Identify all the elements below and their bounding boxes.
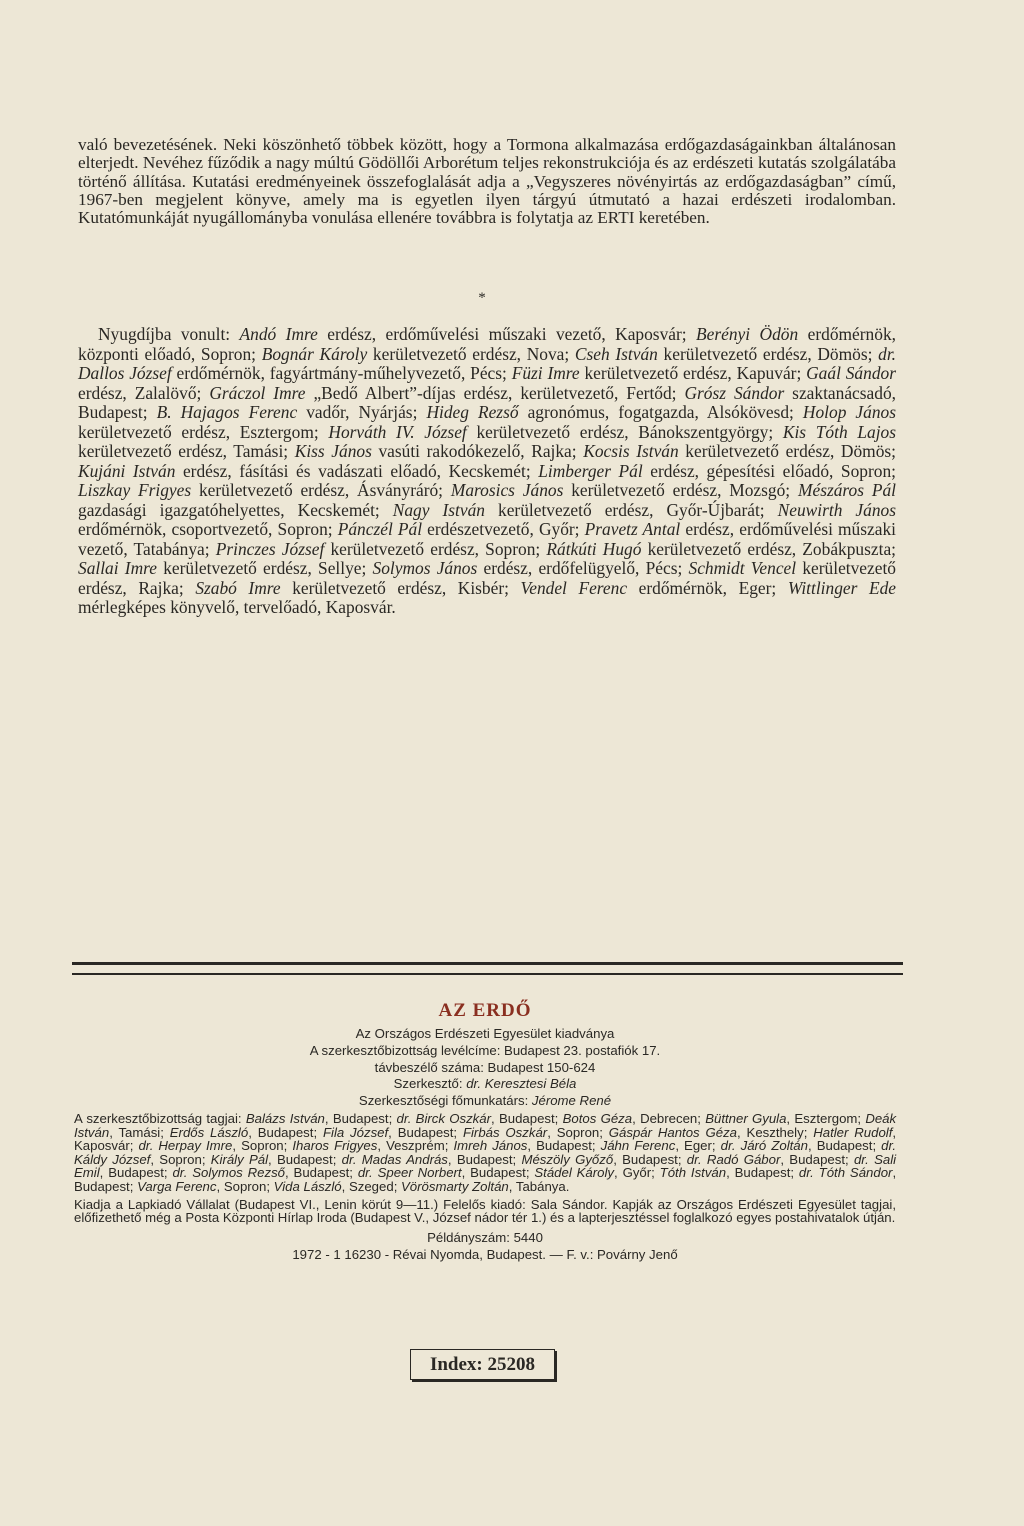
board-member-city: Keszthely: [746, 1124, 804, 1140]
board-member-city: Budapest: [816, 1138, 873, 1154]
retiree-name: Pravetz Antal: [584, 519, 681, 539]
board-member-city: Győr: [622, 1165, 652, 1181]
board-member-city: Debrecen: [640, 1110, 698, 1126]
retiree-name: Pánczél Pál: [337, 519, 423, 539]
retiree-description: erdőmérnök, Eger;: [627, 577, 788, 598]
copies-line: Példányszám: 5440: [427, 1229, 543, 1245]
board-member-name: dr. Káldy József: [74, 1138, 897, 1167]
retiree-name: Sallai Imre: [78, 558, 157, 578]
retiree-description: kerületvezető erdész, Ásványráró;: [191, 480, 451, 500]
board-member-name: Botos Géza: [562, 1110, 633, 1126]
board-member-name: Imreh János: [453, 1138, 528, 1154]
retiree-description: vasúti rakodókezelő, Rajka;: [371, 441, 584, 461]
board-member-city: Sopron: [159, 1151, 202, 1167]
board-member-name: Tóth István: [659, 1165, 727, 1181]
board-member-name: dr. Solymos Rezső: [172, 1165, 286, 1181]
retiree-name: Marosics János: [450, 480, 564, 500]
retiree-description: erdész, fásítási és vadászati előadó, Kecskemét;: [175, 460, 539, 481]
board-member-city: Budapest: [108, 1165, 164, 1181]
retiree-name: Horváth IV. József: [328, 421, 467, 442]
board-member-name: dr. Madas András: [341, 1151, 448, 1167]
board-member-city: Kaposvár: [74, 1138, 130, 1154]
retiree-name: Neuwirth János: [777, 499, 896, 520]
retiree-name: Bognár Károly: [261, 343, 368, 364]
body-paragraph-1: való bevezetésének. Neki köszönhető többek között, hogy a Tormona alkalmazása erdőgazdaságainkban általánosan elterjedt. Nevéhez fűződik a nagy múltú Gödöllői Arborétum teljes rekonstrukciója és az erdészeti kutatás szolgálatába történő állítása. Kutatási eredményeinek összefoglalását adja a „Vegyszeres növényirtás az erdőgazdaságban” című, 1967-ben megjelent könyve, amely ma is egyetlen ilyen tárgyú útmutató a hazai erdészeti irodalomban. Kutatómunkáját nyugállományba vonulása ellenére továbbra is folytatja az ERTI keretében.: [78, 135, 896, 228]
chief-name: Jérome René: [531, 1093, 612, 1109]
retiree-name: Gaál Sándor: [806, 363, 896, 383]
board-member-name: dr. Birck Oszkár: [396, 1110, 491, 1126]
phone-line: távbeszélő száma: Budapest 150-624: [374, 1059, 596, 1075]
board-member-name: dr. Radó Gábor: [686, 1151, 781, 1167]
journal-title: AZ ERDŐ: [438, 1000, 532, 1021]
board-member-name: Mészöly Győző: [521, 1151, 614, 1167]
retiree-description: erdőmérnök, csoportvezető, Sopron;: [78, 519, 338, 539]
board-member-name: dr. Sali Emil: [74, 1151, 897, 1181]
board-member-name: Hatler Rudolf: [813, 1124, 893, 1140]
board-member-city: Budapest: [276, 1151, 333, 1167]
board-member-city: Budapest: [397, 1124, 454, 1140]
retiree-description: kerületvezető erdész, Bánokszentgyörgy;: [466, 421, 783, 442]
retiree-description: erdész, Zalalövő;: [78, 382, 210, 403]
retiree-name: Limberger Pál: [538, 460, 643, 481]
retiree-name: Kujáni István: [78, 460, 176, 481]
colophon: [74, 1000, 896, 1263]
board-member-name: dr. Járó Zoltán: [720, 1138, 808, 1154]
retiree-name: Princzes József: [215, 538, 325, 559]
print-line: 1972 - 1 16230 - Révai Nyomda, Budapest. — F. v.: Povárny Jenő: [292, 1246, 678, 1262]
board-intro: A szerkesztőbizottság tagjai:: [74, 1110, 246, 1126]
board-member-city: Budapest: [789, 1151, 846, 1167]
retiree-description: mérlegképes könyvelő, tervelőadó, Kaposvár.: [78, 597, 396, 617]
board-member-name: Király Pál: [210, 1151, 269, 1167]
address-line: A szerkesztőbizottság levélcíme: Budapest 23. postafiók 17.: [309, 1042, 661, 1058]
retiree-description: kerületvezető erdész, Sellye;: [156, 558, 373, 578]
retiree-name: Liszkay Frigyes: [78, 480, 192, 500]
publisher-line: Az Országos Erdészeti Egyesület kiadványa: [355, 1026, 615, 1041]
board-member-name: Varga Ferenc: [137, 1178, 217, 1194]
retiree-description: erdőmérnök, központi előadó, Sopron;: [78, 324, 896, 364]
retiree-name: Gráczol Imre: [209, 382, 306, 403]
retiree-description: kerületvezető erdész, Tamási;: [78, 441, 295, 461]
retiree-name: Szabó Imre: [195, 577, 281, 598]
board-member-name: Iharos Frigyes: [292, 1138, 378, 1154]
editor-line: [74, 1076, 896, 1093]
board-list: Balázs István, Budapest; dr. Birck Oszkár, Budapest; Botos Géza, Debrecen; Büttner Gyula, Esztergom; Deák István, Tamási; Erdős László, Budapest; Fila József, Budapest; Firbás Oszkár, Sopron; Gáspár Hantos Géza, Keszthely; Hatler Rudolf, Kaposvár; dr. Herpay Imre, Sopron; Iharos Frigyes, Veszprém; Imreh János, Budapest; Jáhn Ferenc, Eger; dr. Járó Zoltán, Budapest; dr. Káldy József, Sopron; Király Pál, Budapest; dr. Madas András, Budapest; Mészöly Győző, Budapest; dr. Radó Gábor, Budapest; dr. Sali Emil, Budapest; dr. Solymos Rezső, Budapest; dr. Speer Norbert, Budapest; Stádel Károly, Győr; Tóth István, Budapest; dr. Tóth Sándor, Budapest; Varga Ferenc, Sopron; Vida László, Szeged; Vörösmarty Zoltán, Tabánya.: [74, 1110, 897, 1194]
chief-line: [74, 1093, 896, 1110]
retiree-name: Kiss János: [294, 441, 372, 461]
retiree-list: [78, 324, 896, 617]
board-member-city: Budapest: [332, 1110, 389, 1126]
board-members: [74, 1112, 896, 1194]
board-member-city: Budapest: [734, 1165, 791, 1181]
retiree-description: kerületvezető erdész, Dömös;: [657, 343, 879, 364]
retiree-description: kerületvezető erdész, Zobákpuszta;: [641, 538, 896, 559]
retiree-description: erdész, erdőművelési műszaki vezető, Kaposvár;: [317, 324, 697, 344]
retiree-description: erdőmérnök, fagyártmány-műhelyvezető, Pécs;: [171, 363, 512, 383]
board-member-city: Esztergom: [794, 1110, 858, 1126]
retiree-name: Mészáros Pál: [797, 480, 896, 500]
board-member-name: Gáspár Hantos Géza: [608, 1124, 738, 1140]
retiree-name: Füzi Imre: [511, 363, 580, 383]
retiree-description: kerületvezető erdész, Esztergom;: [78, 421, 329, 442]
retirees-intro: Nyugdíjba vonult:: [98, 324, 240, 344]
retiree-description: kerületvezető erdész, Dömös;: [678, 441, 896, 461]
board-member-name: Büttner Gyula: [705, 1110, 787, 1126]
board-member-city: Tamási: [118, 1124, 161, 1140]
board-member-city: Budapest: [74, 1178, 130, 1194]
board-member-city: Budapest: [456, 1151, 513, 1167]
board-member-city: Budapest: [293, 1165, 350, 1181]
retiree-name: Holop János: [802, 402, 897, 422]
retiree-description: agronómus, fogatgazda, Alsókövesd;: [518, 402, 803, 422]
retiree-name: Wittlinger Ede: [787, 577, 896, 598]
retiree-name: dr. Dallos József: [78, 343, 897, 383]
board-member-city: Veszprém: [386, 1138, 445, 1154]
board-member-name: Erdős László: [169, 1124, 249, 1140]
retiree-description: kerületvezető erdész, Nova;: [367, 343, 575, 364]
retiree-name: Hideg Rezső: [426, 402, 519, 422]
retiree-description: kerületvezető erdész, Kisbér;: [280, 577, 521, 598]
board-member-name: dr. Herpay Imre: [138, 1138, 233, 1154]
retiree-name: Berényi Ödön: [696, 324, 799, 344]
board-member-city: Eger: [684, 1138, 712, 1154]
retiree-name: Schmidt Vencel: [688, 558, 797, 578]
retiree-description: kerületvezető erdész, Győr-Újbarát;: [485, 499, 778, 520]
publishing-info: Kiadja a Lapkiadó Vállalat (Budapest VI., Lenin körút 9—11.) Felelős kiadó: Sala Sándor. Kapják az Országos Erdészeti Egyesület tagjai, előfizethető még a Posta Központi Hírlap Iroda (Budapest V., József nádor tér 1.) és a lapterjesztéssel foglalkozó egyes postahivatalok útján.: [74, 1196, 896, 1226]
retiree-description: gazdasági igazgatóhelyettes, Kecskemét;: [78, 499, 393, 520]
retiree-description: „Bedő Albert”-díjas erdész, kerületvezető, Fertőd;: [305, 382, 685, 403]
board-member-name: Stádel Károly: [534, 1165, 615, 1181]
retiree-name: Andó Imre: [239, 324, 318, 344]
board-member-city: Budapest: [257, 1124, 314, 1140]
retiree-description: vadőr, Nyárjás;: [297, 402, 427, 422]
section-separator: *: [478, 290, 486, 306]
retiree-name: Kocsis István: [583, 441, 679, 461]
board-member-name: Vörösmarty Zoltán: [401, 1178, 509, 1194]
retiree-description: erdész, erdőművelési műszaki vezető, Tatabánya;: [78, 519, 896, 559]
retirees-paragraph: [78, 325, 896, 618]
board-member-name: dr. Tóth Sándor: [798, 1165, 893, 1181]
retiree-description: szaktanácsadó, Budapest;: [78, 382, 896, 422]
board-member-city: Sopron: [223, 1178, 267, 1194]
board-member-city: Budapest: [498, 1110, 555, 1126]
board-member-name: Vida László: [273, 1178, 342, 1194]
board-member-city: Budapest: [470, 1165, 526, 1181]
board-member-city: Budapest: [536, 1138, 592, 1154]
retiree-name: Rátkúti Hugó: [546, 538, 642, 559]
retiree-name: Cseh István: [574, 343, 658, 364]
board-member-name: Jáhn Ferenc: [600, 1138, 676, 1154]
board-member-name: Balázs István: [245, 1110, 325, 1126]
retiree-description: kerületvezető erdész, Kapuvár;: [579, 363, 807, 383]
retiree-name: Kis Tóth Lajos: [782, 421, 897, 442]
board-member-city: Sopron: [556, 1124, 600, 1140]
board-member-name: Fila József: [322, 1124, 389, 1140]
editor-name: dr. Keresztesi Béla: [466, 1076, 577, 1092]
retiree-description: kerületvezető erdész, Rajka;: [78, 558, 896, 598]
editor-label: Szerkesztő:: [393, 1076, 467, 1092]
board-member-city: Sopron: [241, 1138, 284, 1154]
board-member-name: dr. Speer Norbert: [357, 1165, 462, 1181]
board-member-city: Tabánya.: [515, 1178, 570, 1194]
index-number-box: Index: 25208: [410, 1349, 555, 1380]
retiree-name: Grósz Sándor: [684, 382, 785, 403]
chief-label: Szerkesztőségi főmunkatárs:: [358, 1093, 532, 1109]
retiree-name: Vendel Ferenc: [520, 577, 628, 598]
retiree-description: erdész, gépesítési előadó, Sopron;: [642, 460, 896, 481]
retiree-name: Solymos János: [372, 558, 478, 578]
retiree-description: kerületvezető erdész, Sopron;: [324, 538, 547, 559]
retiree-description: erdészetvezető, Győr;: [422, 519, 585, 539]
board-member-city: Szeged: [348, 1178, 394, 1194]
board-member-city: Budapest: [622, 1151, 678, 1167]
board-member-name: Deák István: [74, 1110, 897, 1140]
double-rule-divider: [72, 962, 903, 975]
retiree-name: B. Hajagos Ferenc: [156, 402, 298, 422]
retiree-description: kerületvezető erdész, Mozsgó;: [563, 480, 798, 500]
retiree-name: Nagy István: [392, 499, 485, 520]
board-member-name: Firbás Oszkár: [462, 1124, 548, 1140]
retiree-description: erdész, erdőfelügyelő, Pécs;: [477, 558, 689, 578]
